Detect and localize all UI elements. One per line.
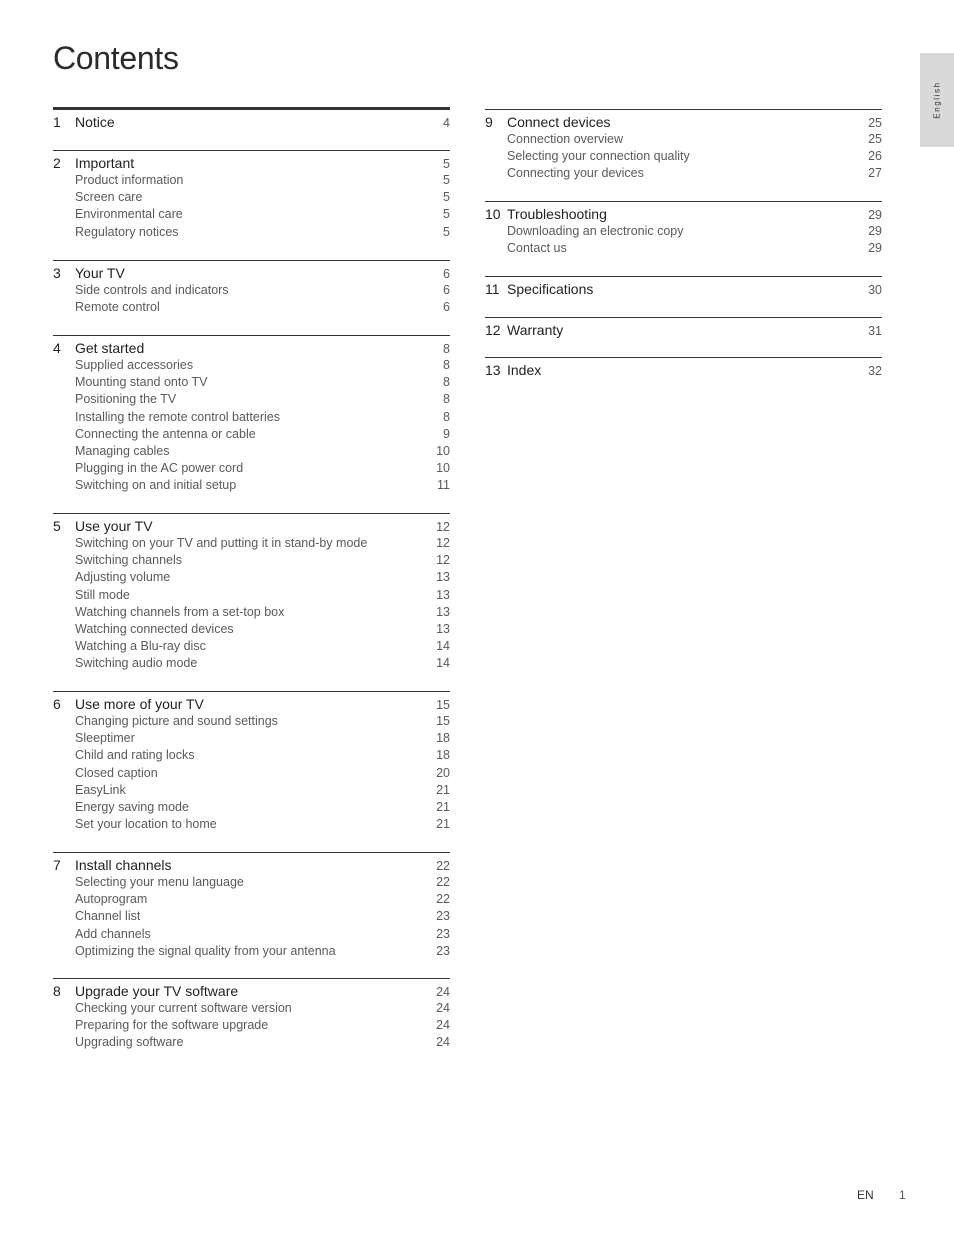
toc-chapter-row[interactable] [485,113,882,131]
toc-page-number: 15 [436,714,450,728]
toc-page-number: 23 [436,943,450,958]
toc-chapter-row[interactable] [53,517,450,535]
toc-page-number: 12 [436,536,450,550]
toc-entry-title: Autoprogram [75,892,148,907]
toc-chapter-title: Specifications [507,281,594,297]
toc-entry-title: Connecting the antenna or cable [75,426,256,441]
toc-chapter-number: 11 [485,281,500,297]
toc-entry-row[interactable] [53,730,450,747]
toc-page-number: 8 [443,409,450,424]
toc-entry-row[interactable] [53,535,450,552]
toc-page-number: 5 [443,173,450,187]
toc-entry-title: Watching channels from a set-top box [75,604,285,619]
toc-entry-row[interactable] [53,224,450,241]
toc-chapter-number: 9 [485,114,493,130]
toc-chapter-heading [485,361,541,379]
toc-section-7 [53,852,450,960]
toc-entry-row[interactable] [53,621,450,638]
toc-section-8 [53,978,450,1052]
toc-entry-row[interactable] [53,189,450,206]
toc-page-number: 13 [436,621,450,636]
toc-page-number: 21 [436,817,450,832]
toc-page-number: 5 [443,190,450,205]
toc-chapter-heading [485,205,607,223]
toc-section-3 [53,260,450,316]
toc-entry-row[interactable] [53,206,450,223]
toc-page-number: 18 [436,748,450,763]
toc-entry-row[interactable] [53,747,450,764]
toc-page-number: 31 [868,324,882,338]
page-title: Contents [53,40,179,76]
toc-entry-title: Sleeptimer [75,731,135,746]
toc-page-number: 20 [436,765,450,780]
toc-entry-title: Supplied accessories [75,358,194,372]
language-tab-label: English [932,81,942,119]
toc-chapter-title: Index [507,362,542,378]
toc-chapter-heading [485,113,611,131]
toc-entry-row[interactable] [53,587,450,604]
toc-entry-title: Plugging in the AC power cord [75,461,244,476]
toc-page-number: 12 [436,520,450,534]
toc-page-number: 18 [436,731,450,746]
toc-chapter-heading [53,113,115,131]
toc-chapter-title: Use your TV [75,518,153,534]
toc-page-number: 25 [868,132,882,146]
toc-section-9 [485,109,882,183]
toc-section-6 [53,691,450,833]
toc-section-10 [485,201,882,257]
toc-entry-row[interactable] [485,223,882,240]
toc-entry-row[interactable] [53,172,450,189]
toc-entry-title: Switching channels [75,553,183,568]
toc-chapter-row[interactable] [485,280,882,298]
toc-entry-title: Positioning the TV [75,392,177,407]
toc-entry-row[interactable] [53,426,450,443]
toc-entry-title: Changing picture and sound settings [75,714,278,728]
toc-entry-title: Energy saving mode [75,799,189,814]
toc-entry-row[interactable] [53,569,450,586]
toc-chapter-heading [485,280,593,298]
toc-entry-row[interactable] [53,782,450,799]
toc-entry-title: Switching audio mode [75,656,198,671]
toc-entry-title: Environmental care [75,207,183,222]
toc-page-number: 22 [436,892,450,907]
toc-chapter-title: Troubleshooting [507,206,607,222]
toc-page-number: 8 [443,358,450,372]
toc-entry-title: Channel list [75,909,141,924]
toc-entry-row[interactable] [53,891,450,908]
page-footer [857,1188,906,1202]
toc-chapter-row[interactable] [485,321,882,339]
toc-entry-row[interactable] [53,1017,450,1034]
toc-chapter-row[interactable] [53,856,450,874]
toc-entry-title: Still mode [75,587,130,602]
toc-entry-title: Child and rating locks [75,748,195,763]
toc-entry-row[interactable] [485,148,882,165]
toc-entry-title: Selecting your connection quality [507,149,690,164]
toc-chapter-heading [53,339,144,357]
toc-chapter-title: Warranty [507,322,564,338]
toc-chapter-row[interactable] [53,113,450,131]
toc-entry-title: Installing the remote control batteries [75,409,280,424]
toc-entry-row[interactable] [53,816,450,833]
toc-page-number: 22 [436,859,450,873]
toc-entry-title: Switching on your TV and putting it in stand-by mode [75,536,368,550]
toc-section-11 [485,276,882,298]
toc-entry-row[interactable] [53,357,450,374]
toc-entry-row[interactable] [53,374,450,391]
toc-chapter-heading [53,856,172,874]
toc-entry-row[interactable] [53,799,450,816]
toc-entry-row[interactable] [53,477,450,494]
toc-page-number: 30 [868,283,882,297]
toc-chapter-row[interactable] [53,339,450,357]
toc-chapter-row[interactable] [485,205,882,223]
toc-chapter-number: 7 [53,857,61,873]
toc-page-number: 8 [443,375,450,390]
toc-entry-title: Watching a Blu-ray disc [75,639,206,654]
toc-chapter-number: 1 [53,114,61,130]
toc-page-number: 4 [443,116,450,130]
toc-entry-title: Set your location to home [75,817,217,832]
toc-page-number: 8 [443,342,450,356]
toc-chapter-row[interactable] [53,264,450,282]
toc-page-number: 6 [443,300,450,315]
toc-chapter-number: 10 [485,206,501,222]
toc-entry-row[interactable] [53,765,450,782]
toc-chapter-heading [53,982,238,1000]
toc-chapter-number: 12 [485,322,501,338]
toc-chapter-number: 8 [53,983,61,999]
toc-page-number: 21 [436,799,450,814]
toc-page-number: 5 [443,157,450,171]
toc-page-number: 6 [443,267,450,281]
toc-chapter-row[interactable] [53,154,450,172]
toc-entry-title: Connecting your devices [507,166,644,181]
toc-entry-row[interactable] [53,282,450,299]
toc-page-number: 25 [868,116,882,130]
toc-entry-row[interactable] [53,713,450,730]
toc-chapter-number: 3 [53,265,61,281]
toc-chapter-row[interactable] [485,361,882,379]
toc-page-number: 22 [436,875,450,889]
toc-page-number: 24 [436,1035,450,1050]
toc-page-number: 13 [436,604,450,619]
toc-entry-row[interactable] [53,460,450,477]
toc-entry-row[interactable] [53,299,450,316]
toc-entry-title: Product information [75,173,184,187]
toc-entry-title: Optimizing the signal quality from your antenna [75,943,336,958]
language-tab [920,53,954,147]
toc-page-number: 26 [868,149,882,164]
toc-chapter-title: Important [75,155,135,171]
toc-page-number: 21 [436,782,450,797]
toc-page-number: 29 [868,224,882,238]
toc-section-12 [485,317,882,339]
toc-page-number: 24 [436,1018,450,1033]
toc-entry-title: Connection overview [507,132,624,146]
toc-section-1 [53,107,450,131]
toc-entry-row[interactable] [53,391,450,408]
toc-page-number: 8 [443,392,450,407]
toc-entry-title: Closed caption [75,765,158,780]
toc-page-number: 13 [436,570,450,585]
toc-entry-row[interactable] [485,131,882,148]
toc-entry-row[interactable] [53,874,450,891]
toc-section-4 [53,335,450,495]
toc-chapter-row[interactable] [53,695,450,713]
toc-chapter-title: Get started [75,340,145,356]
toc-entry-row[interactable] [53,443,450,460]
toc-chapter-title: Notice [75,114,115,130]
toc-entry-row[interactable] [53,1000,450,1017]
toc-entry-title: Add channels [75,926,151,941]
toc-entry-title: Watching connected devices [75,621,234,636]
toc-entry-row[interactable] [485,165,882,182]
toc-page-number: 13 [436,587,450,602]
toc-page-number: 32 [868,364,882,378]
toc-entry-title: Selecting your menu language [75,875,244,889]
toc-chapter-number: 2 [53,155,61,171]
toc-page-number: 9 [443,426,450,441]
toc-entry-title: Regulatory notices [75,224,179,239]
toc-chapter-number: 5 [53,518,61,534]
toc-chapter-title: Connect devices [507,114,611,130]
toc-entry-row[interactable] [53,604,450,621]
toc-page-number: 14 [436,656,450,671]
toc-entry-title: Preparing for the software upgrade [75,1018,269,1033]
toc-chapter-title: Use more of your TV [75,696,204,712]
toc-entry-title: EasyLink [75,782,126,797]
toc-entry-title: Contact us [507,241,567,256]
toc-chapter-title: Install channels [75,857,172,873]
toc-entry-title: Checking your current software version [75,1001,292,1015]
toc-chapter-number: 4 [53,340,61,356]
toc-entry-title: Remote control [75,300,160,315]
toc-entry-title: Switching on and initial setup [75,478,237,493]
footer-page-number: 1 [899,1188,906,1202]
toc-page-number: 6 [443,283,450,297]
toc-entry-row[interactable] [53,1034,450,1051]
toc-page-number: 10 [436,461,450,476]
toc-page-number: 11 [437,478,450,493]
toc-entry-row[interactable] [53,908,450,925]
toc-chapter-number: 13 [485,362,501,378]
toc-chapter-heading [53,154,134,172]
toc-page-number: 29 [868,208,882,222]
toc-chapter-heading [485,321,563,339]
toc-page-number: 27 [868,166,882,181]
toc-page-number: 29 [868,241,882,256]
toc-chapter-title: Upgrade your TV software [75,983,239,999]
toc-page-number: 23 [436,926,450,941]
toc-chapter-number: 6 [53,696,61,712]
toc-entry-row[interactable] [53,552,450,569]
toc-entry-row[interactable] [53,409,450,426]
toc-entry-title: Screen care [75,190,143,205]
toc-section-5 [53,513,450,673]
toc-page-number: 24 [436,985,450,999]
toc-chapter-heading [53,517,153,535]
toc-entry-row[interactable] [53,943,450,960]
toc-page-number: 10 [436,443,450,458]
footer-language: EN [857,1188,874,1202]
toc-chapter-row[interactable] [53,982,450,1000]
toc-page-number: 23 [436,909,450,924]
toc-entry-row[interactable] [53,638,450,655]
toc-entry-title: Downloading an electronic copy [507,224,684,238]
toc-section-2 [53,150,450,241]
toc-page-number: 15 [436,698,450,712]
toc-chapter-title: Your TV [75,265,125,281]
toc-chapter-heading [53,264,125,282]
toc-entry-title: Adjusting volume [75,570,171,585]
toc-entry-row[interactable] [53,926,450,943]
toc-entry-title: Managing cables [75,443,170,458]
toc-entry-row[interactable] [53,655,450,672]
toc-entry-row[interactable] [485,240,882,257]
toc-page-number: 14 [436,639,450,654]
toc-page-number: 24 [436,1001,450,1015]
toc-page-number: 12 [436,553,450,568]
toc-section-13 [485,357,882,379]
toc-page-number: 5 [443,207,450,222]
toc-entry-title: Mounting stand onto TV [75,375,208,390]
toc-entry-title: Upgrading software [75,1035,184,1050]
toc-page-number: 5 [443,224,450,239]
toc-chapter-heading [53,695,204,713]
toc-entry-title: Side controls and indicators [75,283,229,297]
